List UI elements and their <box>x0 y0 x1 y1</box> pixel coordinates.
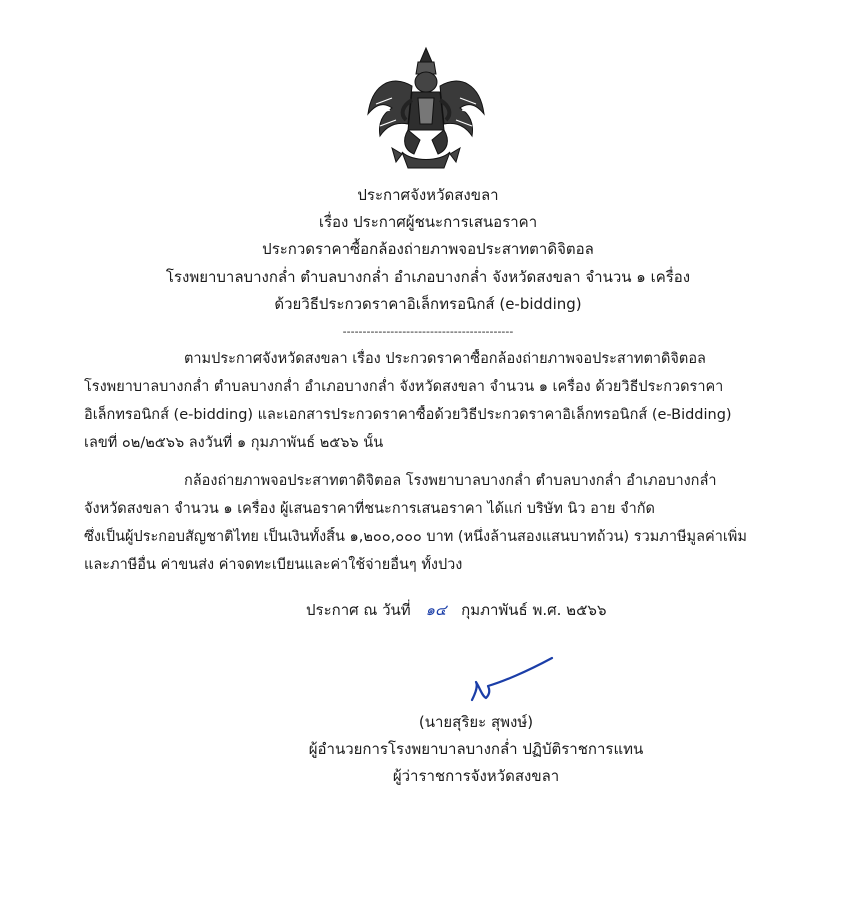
signatory-position: ผู้อำนวยการโรงพยาบาลบางกล่ำ ปฏิบัติราชการแทน <box>308 740 644 758</box>
paragraph-2-line-1: กล้องถ่ายภาพจอประสาทตาดิจิตอล โรงพยาบาลบางกล่ำ ตำบลบางกล่ำ อำเภอบางกล่ำ <box>184 473 717 489</box>
subject-method-line: ด้วยวิธีประกวดราคาอิเล็กทรอนิกส์ (e-bidding) <box>274 295 582 313</box>
handwritten-signature-icon <box>466 652 566 706</box>
paragraph-1-line-1: ตามประกาศจังหวัดสงขลา เรื่อง ประกวดราคาซื้อกล้องถ่ายภาพจอประสาทตาดิจิตอล <box>184 351 706 367</box>
garuda-emblem-icon <box>362 44 490 174</box>
subject-detail-line: ประกวดราคาซื้อกล้องถ่ายภาพจอประสาทตาดิจิตอล <box>262 240 594 258</box>
date-day-handwritten: ๑๔ <box>425 601 447 619</box>
signatory-name: (นายสุริยะ สุพงษ์) <box>418 713 534 731</box>
paragraph-1-line-3: อิเล็กทรอนิกส์ (e-bidding) และเอกสารประกวดราคาซื้อด้วยวิธีประกวดราคาอิเล็กทรอนิกส์ (e-Bidding) <box>84 407 732 423</box>
subject-location-line: โรงพยาบาลบางกล่ำ ตำบลบางกล่ำ อำเภอบางกล่ำ จังหวัดสงขลา จำนวน ๑ เครื่อง <box>165 268 691 286</box>
signatory-acting-for: ผู้ว่าราชการจังหวัดสงขลา <box>392 767 560 785</box>
subject-line: เรื่อง ประกาศผู้ชนะการเสนอราคา <box>318 213 538 231</box>
date-prefix: ประกาศ ณ วันที่ <box>306 601 411 619</box>
paragraph-1-line-4: เลขที่ ๐๒/๒๕๖๖ ลงวันที่ ๑ กุมภาพันธ์ ๒๕๖๖ นั้น <box>84 435 384 451</box>
separator: ------------------------------------------- <box>342 325 514 338</box>
paragraph-2-line-2: จังหวัดสงขลา จำนวน ๑ เครื่อง ผู้เสนอราคาที่ชนะการเสนอราคา ได้แก่ บริษัท นิว อาย จำกัด <box>84 501 655 517</box>
document-title: ประกาศจังหวัดสงขลา <box>357 186 499 204</box>
paragraph-2-line-3: ซึ่งเป็นผู้ประกอบสัญชาติไทย เป็นเงินทั้งสิ้น ๑,๒๐๐,๐๐๐ บาท (หนึ่งล้านสองแสนบาทถ้วน) รวมภาษีมูลค่าเพิ่ม <box>84 529 747 545</box>
announcement-date <box>306 600 606 620</box>
paragraph-1-line-2: โรงพยาบาลบางกล่ำ ตำบลบางกล่ำ อำเภอบางกล่ำ จังหวัดสงขลา จำนวน ๑ เครื่อง ด้วยวิธีประกวดราคา <box>84 379 724 395</box>
date-month-year: กุมภาพันธ์ พ.ศ. ๒๕๖๖ <box>461 601 607 619</box>
paragraph-2-line-4: และภาษีอื่น ค่าขนส่ง ค่าจดทะเบียนและค่าใช้จ่ายอื่นๆ ทั้งปวง <box>84 557 463 573</box>
